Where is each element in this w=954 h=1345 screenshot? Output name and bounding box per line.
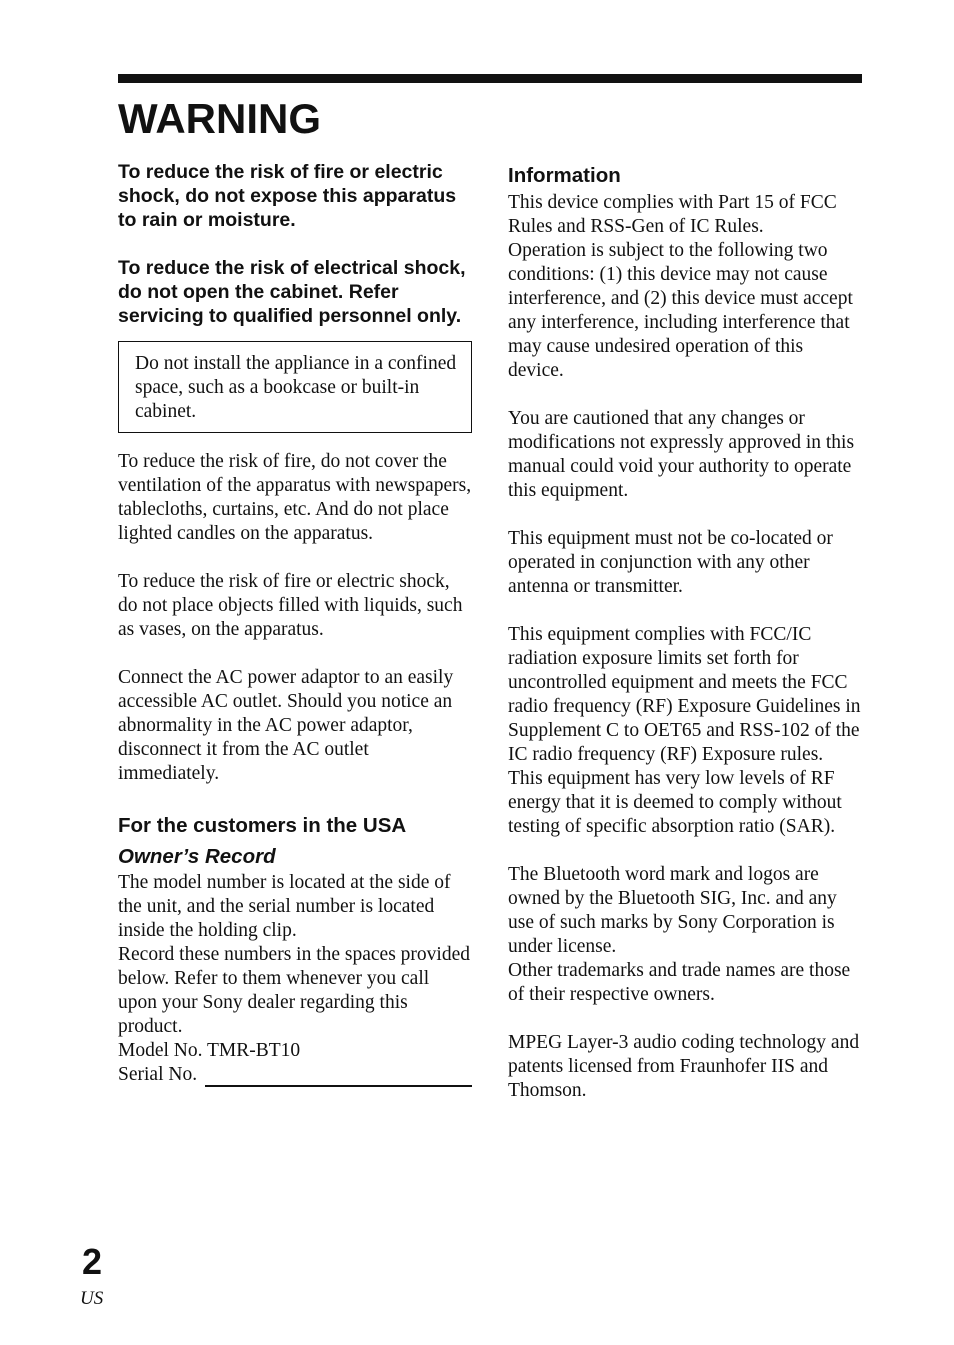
page-number: 2 (82, 1241, 103, 1282)
page-title: WARNING (118, 95, 321, 142)
model-number: Model No. TMR-BT10 (118, 1040, 301, 1061)
paragraph-ac-adaptor: Connect the AC power adaptor to an easily accessible AC outlet. Should you notice an abnormality in the AC power adaptor, disconnect it from the AC outlet immediately. (118, 667, 454, 784)
paragraph-ventilation: To reduce the risk of fire, do not cover the ventilation of the apparatus with newspapers, tablecloths, curtains, etc. And do not place lighted candles on the apparatus. (118, 451, 472, 544)
fcc-compliance-text: This device complies with Part 15 of FCC Rules and RSS-Gen of IC Rules. (508, 192, 837, 237)
paragraph-mpeg: MPEG Layer-3 audio coding technology and patents licensed from Fraunhofer IIS and Thomson. (508, 1032, 860, 1101)
paragraph-modifications: You are cautioned that any changes or modifications not expressly approved in this manual could void your authority to operate this equipment. (508, 408, 855, 501)
serial-number-row (118, 1063, 472, 1087)
owners-record-heading: Owner’s Record (118, 845, 276, 868)
top-rule (118, 74, 862, 83)
paragraph-bluetooth: The Bluetooth word mark and logos are owned by the Bluetooth SIG, Inc. and any use of such marks by Sony Corporation is under license. (508, 864, 837, 957)
paragraph-rf-exposure: This equipment complies with FCC/IC radiation exposure limits set forth for uncontrolled equipment and meets the FCC radio frequency (RF) Exposure Guidelines in Supplement C to OET65 and RSS-102 of the IC radio frequency (RF) Exposure rules. This equipment has very low levels of RF energy that it is deemed to comply without testing of specific absorption ratio (SAR). (508, 624, 861, 837)
information-heading: Information (508, 164, 621, 187)
owners-record-instructions: Record these numbers in the spaces provided below. Refer to them whenever you call upon your Sony dealer regarding this product. (118, 944, 470, 1037)
serial-number-blank-line (205, 1065, 472, 1087)
paragraph-trademarks: Other trademarks and trade names are those of their respective owners. (508, 960, 851, 1005)
warning-fire-electric: To reduce the risk of fire or electric shock, do not expose this apparatus to rain or moisture. (118, 161, 457, 231)
warning-electrical-shock: To reduce the risk of electrical shock, do not open the cabinet. Refer servicing to qualified personnel only. (118, 257, 466, 327)
paragraph-liquids: To reduce the risk of fire or electric shock, do not place objects filled with liquids, such as vases, on the apparatus. (118, 571, 463, 640)
paragraph-co-located: This equipment must not be co-located or operated in conjunction with any other antenna or transmitter. (508, 528, 833, 597)
install-notice-text: Do not install the appliance in a confined space, such as a bookcase or built-in cabinet. (135, 353, 457, 422)
owners-record-location: The model number is located at the side of the unit, and the serial number is located inside the holding clip. (118, 872, 451, 941)
usa-customers-heading: For the customers in the USA (118, 814, 407, 837)
install-notice-box (118, 341, 472, 433)
serial-number-label: Serial No. (118, 1064, 198, 1085)
left-column (118, 160, 472, 1087)
page-region-code: US (80, 1288, 104, 1309)
operation-conditions-text: Operation is subject to the following two conditions: (1) this device may not cause interference, and (2) this device must accept any interference, including interference that may cause undesired operation of this device. (508, 240, 853, 381)
right-column (508, 163, 862, 1103)
